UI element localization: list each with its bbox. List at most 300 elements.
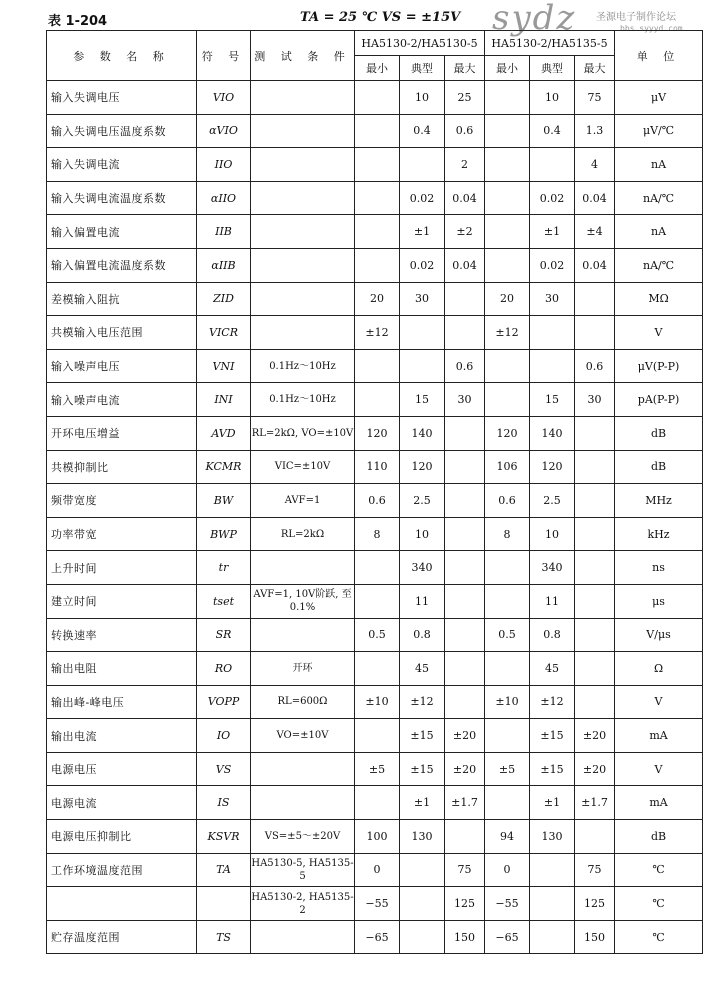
- param-name: 输入偏置电流温度系数: [47, 248, 197, 282]
- typ-ha5135-value: 0.4: [530, 114, 575, 148]
- header-min: 最小: [485, 56, 530, 81]
- min-ha5130-value: [355, 584, 400, 618]
- table-row: [47, 652, 703, 686]
- max-ha5130-value: [445, 820, 485, 854]
- min-ha5130-value: 120: [355, 416, 400, 450]
- max-ha5135-value: 30: [575, 383, 615, 417]
- typ-ha5130-value: 0.4: [400, 114, 445, 148]
- typ-ha5130-value: ±15: [400, 719, 445, 753]
- max-ha5130-value: ±20: [445, 719, 485, 753]
- typ-ha5130-value: 11: [400, 584, 445, 618]
- unit: dB: [615, 416, 703, 450]
- symbol: [197, 887, 251, 921]
- max-ha5135-value: [575, 517, 615, 551]
- typ-ha5135-value: 11: [530, 584, 575, 618]
- max-ha5130-value: 125: [445, 887, 485, 921]
- symbol: αVIO: [197, 114, 251, 148]
- max-ha5130-value: [445, 685, 485, 719]
- max-ha5130-value: [445, 282, 485, 316]
- max-ha5135-value: 75: [575, 81, 615, 115]
- table-row: [47, 584, 703, 618]
- max-ha5130-value: [445, 551, 485, 585]
- typ-ha5130-value: 45: [400, 652, 445, 686]
- table-row: [47, 719, 703, 753]
- test-condition: 0.1Hz～10Hz: [251, 383, 355, 417]
- min-ha5135-value: [485, 786, 530, 820]
- unit: dB: [615, 820, 703, 854]
- typ-ha5135-value: 45: [530, 652, 575, 686]
- typ-ha5130-value: [400, 853, 445, 887]
- unit: μV: [615, 81, 703, 115]
- max-ha5135-value: [575, 282, 615, 316]
- test-condition: RL=2kΩ, VO=±10V: [251, 416, 355, 450]
- param-name: 转换速率: [47, 618, 197, 652]
- watermark-logo: sydz: [492, 0, 577, 38]
- unit: V/μs: [615, 618, 703, 652]
- table-row: [47, 517, 703, 551]
- max-ha5135-value: 4: [575, 148, 615, 182]
- min-ha5130-value: [355, 248, 400, 282]
- header-group-ha5130: HA5130-2/HA5130-5: [355, 31, 485, 56]
- min-ha5135-value: [485, 114, 530, 148]
- min-ha5130-value: −55: [355, 887, 400, 921]
- min-ha5130-value: 0.5: [355, 618, 400, 652]
- param-name: 贮存温度范围: [47, 920, 197, 954]
- min-ha5135-value: 0: [485, 853, 530, 887]
- min-ha5130-value: 8: [355, 517, 400, 551]
- unit: MHz: [615, 484, 703, 518]
- table-row: [47, 383, 703, 417]
- table-row: [47, 551, 703, 585]
- min-ha5130-value: [355, 383, 400, 417]
- typ-ha5135-value: [530, 853, 575, 887]
- min-ha5135-value: 20: [485, 282, 530, 316]
- test-condition: [251, 786, 355, 820]
- param-name: [47, 887, 197, 921]
- max-ha5130-value: ±2: [445, 215, 485, 249]
- unit: nA: [615, 148, 703, 182]
- typ-ha5130-value: [400, 316, 445, 350]
- min-ha5135-value: ±10: [485, 685, 530, 719]
- param-name: 建立时间: [47, 584, 197, 618]
- table-row: [47, 81, 703, 115]
- min-ha5130-value: 100: [355, 820, 400, 854]
- symbol: TS: [197, 920, 251, 954]
- max-ha5135-value: [575, 416, 615, 450]
- header-typ: 典型: [400, 56, 445, 81]
- typ-ha5135-value: 15: [530, 383, 575, 417]
- header-symbol: 符 号: [197, 31, 251, 81]
- typ-ha5130-value: 10: [400, 81, 445, 115]
- min-ha5135-value: [485, 719, 530, 753]
- unit: kHz: [615, 517, 703, 551]
- param-name: 输入偏置电流: [47, 215, 197, 249]
- unit: μs: [615, 584, 703, 618]
- max-ha5135-value: 0.04: [575, 248, 615, 282]
- param-name: 输入噪声电压: [47, 349, 197, 383]
- typ-ha5135-value: [530, 887, 575, 921]
- test-condition: [251, 316, 355, 350]
- unit: ns: [615, 551, 703, 585]
- max-ha5130-value: 25: [445, 81, 485, 115]
- symbol: IIO: [197, 148, 251, 182]
- min-ha5135-value: 106: [485, 450, 530, 484]
- max-ha5135-value: [575, 685, 615, 719]
- max-ha5135-value: ±4: [575, 215, 615, 249]
- symbol: IO: [197, 719, 251, 753]
- typ-ha5135-value: [530, 920, 575, 954]
- typ-ha5130-value: 130: [400, 820, 445, 854]
- table-row: [47, 181, 703, 215]
- max-ha5135-value: 0.04: [575, 181, 615, 215]
- param-name: 输出电阻: [47, 652, 197, 686]
- param-name: 输入噪声电流: [47, 383, 197, 417]
- typ-ha5130-value: ±1: [400, 215, 445, 249]
- symbol: RO: [197, 652, 251, 686]
- table-row: [47, 316, 703, 350]
- test-condition: [251, 920, 355, 954]
- unit: ℃: [615, 920, 703, 954]
- max-ha5130-value: [445, 484, 485, 518]
- param-name: 差模输入阻抗: [47, 282, 197, 316]
- unit: nA: [615, 215, 703, 249]
- typ-ha5130-value: ±12: [400, 685, 445, 719]
- table-row: [47, 484, 703, 518]
- param-name: 输入失调电流: [47, 148, 197, 182]
- typ-ha5135-value: 140: [530, 416, 575, 450]
- typ-ha5130-value: 0.02: [400, 181, 445, 215]
- typ-ha5130-value: 0.8: [400, 618, 445, 652]
- min-ha5135-value: ±12: [485, 316, 530, 350]
- unit: pA(P-P): [615, 383, 703, 417]
- min-ha5135-value: [485, 551, 530, 585]
- min-ha5130-value: 20: [355, 282, 400, 316]
- watermark-url: bbs.syyyd.com: [620, 24, 683, 33]
- unit: nA/℃: [615, 181, 703, 215]
- max-ha5135-value: 0.6: [575, 349, 615, 383]
- min-ha5130-value: [355, 786, 400, 820]
- min-ha5130-value: ±10: [355, 685, 400, 719]
- max-ha5130-value: 0.6: [445, 349, 485, 383]
- table-body: [47, 81, 703, 954]
- max-ha5135-value: [575, 450, 615, 484]
- min-ha5130-value: [355, 81, 400, 115]
- table-number: 表 1-204: [48, 14, 108, 29]
- typ-ha5135-value: 0.02: [530, 248, 575, 282]
- typ-ha5135-value: 30: [530, 282, 575, 316]
- max-ha5130-value: ±1.7: [445, 786, 485, 820]
- typ-ha5130-value: ±1: [400, 786, 445, 820]
- table-row: [47, 920, 703, 954]
- unit: V: [615, 685, 703, 719]
- param-name: 电源电压: [47, 752, 197, 786]
- table-row: [47, 349, 703, 383]
- min-ha5130-value: ±5: [355, 752, 400, 786]
- max-ha5130-value: 150: [445, 920, 485, 954]
- table-row: [47, 685, 703, 719]
- symbol: KSVR: [197, 820, 251, 854]
- typ-ha5135-value: ±1: [530, 215, 575, 249]
- min-ha5130-value: [355, 551, 400, 585]
- param-name: 共模抑制比: [47, 450, 197, 484]
- typ-ha5130-value: [400, 148, 445, 182]
- table-row: [47, 114, 703, 148]
- min-ha5130-value: 110: [355, 450, 400, 484]
- test-condition: AVF=1, 10V阶跃, 至0.1%: [251, 584, 355, 618]
- test-condition: 0.1Hz～10Hz: [251, 349, 355, 383]
- table-row: [47, 215, 703, 249]
- max-ha5130-value: [445, 584, 485, 618]
- typ-ha5135-value: 130: [530, 820, 575, 854]
- test-condition: [251, 282, 355, 316]
- max-ha5135-value: ±1.7: [575, 786, 615, 820]
- typ-ha5135-value: 2.5: [530, 484, 575, 518]
- test-conditions-heading: TA = 25 ℃ VS = ±15V: [300, 10, 461, 25]
- table-row: [47, 282, 703, 316]
- table-row: [47, 752, 703, 786]
- max-ha5135-value: [575, 584, 615, 618]
- unit: μV(P-P): [615, 349, 703, 383]
- symbol: VOPP: [197, 685, 251, 719]
- table-row: [47, 887, 703, 921]
- min-ha5135-value: [485, 181, 530, 215]
- table-row: [47, 820, 703, 854]
- min-ha5135-value: 0.5: [485, 618, 530, 652]
- min-ha5135-value: [485, 584, 530, 618]
- unit: MΩ: [615, 282, 703, 316]
- symbol: VIO: [197, 81, 251, 115]
- header-min: 最小: [355, 56, 400, 81]
- typ-ha5135-value: 0.02: [530, 181, 575, 215]
- typ-ha5130-value: 30: [400, 282, 445, 316]
- min-ha5135-value: 120: [485, 416, 530, 450]
- symbol: AVD: [197, 416, 251, 450]
- min-ha5130-value: [355, 652, 400, 686]
- unit: nA/℃: [615, 248, 703, 282]
- symbol: αIIB: [197, 248, 251, 282]
- typ-ha5135-value: 10: [530, 81, 575, 115]
- unit: mA: [615, 786, 703, 820]
- min-ha5130-value: ±12: [355, 316, 400, 350]
- table-row: [47, 416, 703, 450]
- min-ha5130-value: 0: [355, 853, 400, 887]
- max-ha5130-value: 30: [445, 383, 485, 417]
- symbol: IIB: [197, 215, 251, 249]
- unit: μV/℃: [615, 114, 703, 148]
- symbol: IS: [197, 786, 251, 820]
- min-ha5135-value: ±5: [485, 752, 530, 786]
- max-ha5135-value: [575, 652, 615, 686]
- table-row: [47, 450, 703, 484]
- min-ha5135-value: −55: [485, 887, 530, 921]
- param-name: 上升时间: [47, 551, 197, 585]
- param-name: 工作环境温度范围: [47, 853, 197, 887]
- max-ha5135-value: [575, 820, 615, 854]
- min-ha5135-value: 8: [485, 517, 530, 551]
- test-condition: RL=600Ω: [251, 685, 355, 719]
- typ-ha5135-value: [530, 349, 575, 383]
- symbol: SR: [197, 618, 251, 652]
- typ-ha5135-value: ±12: [530, 685, 575, 719]
- table-header: [47, 31, 703, 81]
- typ-ha5130-value: 120: [400, 450, 445, 484]
- min-ha5135-value: [485, 148, 530, 182]
- test-condition: HA5130-2, HA5135-2: [251, 887, 355, 921]
- symbol: VNI: [197, 349, 251, 383]
- param-name: 输入失调电压温度系数: [47, 114, 197, 148]
- typ-ha5135-value: ±1: [530, 786, 575, 820]
- max-ha5130-value: ±20: [445, 752, 485, 786]
- max-ha5130-value: 0.04: [445, 181, 485, 215]
- typ-ha5135-value: [530, 316, 575, 350]
- test-condition: [251, 181, 355, 215]
- symbol: ZID: [197, 282, 251, 316]
- typ-ha5130-value: 15: [400, 383, 445, 417]
- symbol: BWP: [197, 517, 251, 551]
- max-ha5130-value: 2: [445, 148, 485, 182]
- max-ha5130-value: [445, 416, 485, 450]
- test-condition: VO=±10V: [251, 719, 355, 753]
- param-name: 输入失调电流温度系数: [47, 181, 197, 215]
- table-row: [47, 248, 703, 282]
- test-condition: [251, 551, 355, 585]
- typ-ha5135-value: 0.8: [530, 618, 575, 652]
- typ-ha5135-value: 10: [530, 517, 575, 551]
- test-condition: VS=±5～±20V: [251, 820, 355, 854]
- typ-ha5135-value: 340: [530, 551, 575, 585]
- min-ha5130-value: [355, 114, 400, 148]
- param-name: 功率带宽: [47, 517, 197, 551]
- test-condition: [251, 752, 355, 786]
- unit: V: [615, 316, 703, 350]
- min-ha5130-value: [355, 719, 400, 753]
- max-ha5135-value: 125: [575, 887, 615, 921]
- symbol: tr: [197, 551, 251, 585]
- max-ha5130-value: [445, 450, 485, 484]
- typ-ha5130-value: 140: [400, 416, 445, 450]
- symbol: VS: [197, 752, 251, 786]
- min-ha5135-value: 94: [485, 820, 530, 854]
- max-ha5130-value: [445, 618, 485, 652]
- max-ha5135-value: ±20: [575, 719, 615, 753]
- param-name: 电源电流: [47, 786, 197, 820]
- min-ha5135-value: [485, 81, 530, 115]
- unit: dB: [615, 450, 703, 484]
- max-ha5135-value: [575, 316, 615, 350]
- param-name: 电源电压抑制比: [47, 820, 197, 854]
- test-condition: RL=2kΩ: [251, 517, 355, 551]
- max-ha5130-value: 0.04: [445, 248, 485, 282]
- max-ha5130-value: 75: [445, 853, 485, 887]
- max-ha5135-value: 75: [575, 853, 615, 887]
- param-name: 输出电流: [47, 719, 197, 753]
- typ-ha5130-value: 340: [400, 551, 445, 585]
- header-test-conditions: 测 试 条 件: [251, 31, 355, 81]
- max-ha5130-value: [445, 652, 485, 686]
- symbol: INI: [197, 383, 251, 417]
- typ-ha5135-value: 120: [530, 450, 575, 484]
- max-ha5135-value: [575, 618, 615, 652]
- min-ha5130-value: [355, 349, 400, 383]
- max-ha5130-value: [445, 517, 485, 551]
- param-name: 输出峰-峰电压: [47, 685, 197, 719]
- test-condition: [251, 618, 355, 652]
- typ-ha5135-value: ±15: [530, 719, 575, 753]
- typ-ha5130-value: [400, 349, 445, 383]
- min-ha5135-value: 0.6: [485, 484, 530, 518]
- header-unit: 单 位: [615, 31, 703, 81]
- header-param: 参 数 名 称: [47, 31, 197, 81]
- symbol: TA: [197, 853, 251, 887]
- max-ha5135-value: 150: [575, 920, 615, 954]
- test-condition: 开环: [251, 652, 355, 686]
- max-ha5135-value: [575, 551, 615, 585]
- min-ha5135-value: [485, 215, 530, 249]
- symbol: VICR: [197, 316, 251, 350]
- typ-ha5130-value: [400, 887, 445, 921]
- table-row: [47, 786, 703, 820]
- typ-ha5135-value: ±15: [530, 752, 575, 786]
- param-name: 共模输入电压范围: [47, 316, 197, 350]
- test-condition: [251, 248, 355, 282]
- max-ha5135-value: ±20: [575, 752, 615, 786]
- table-row: [47, 853, 703, 887]
- table-row: [47, 148, 703, 182]
- unit: ℃: [615, 887, 703, 921]
- min-ha5135-value: [485, 349, 530, 383]
- test-condition: [251, 215, 355, 249]
- table-row: [47, 618, 703, 652]
- typ-ha5130-value: ±15: [400, 752, 445, 786]
- min-ha5135-value: [485, 383, 530, 417]
- header-typ: 典型: [530, 56, 575, 81]
- test-condition: [251, 81, 355, 115]
- header-group-ha5135: HA5130-2/HA5135-5: [485, 31, 615, 56]
- unit: ℃: [615, 853, 703, 887]
- param-name: 输入失调电压: [47, 81, 197, 115]
- max-ha5135-value: 1.3: [575, 114, 615, 148]
- header-max: 最大: [445, 56, 485, 81]
- typ-ha5130-value: 2.5: [400, 484, 445, 518]
- test-condition: [251, 114, 355, 148]
- test-condition: [251, 148, 355, 182]
- header-max: 最大: [575, 56, 615, 81]
- param-name: 开环电压增益: [47, 416, 197, 450]
- spec-table: [46, 30, 703, 954]
- symbol: KCMR: [197, 450, 251, 484]
- unit: V: [615, 752, 703, 786]
- unit: mA: [615, 719, 703, 753]
- test-condition: VIC=±10V: [251, 450, 355, 484]
- max-ha5135-value: [575, 484, 615, 518]
- min-ha5135-value: −65: [485, 920, 530, 954]
- min-ha5130-value: [355, 181, 400, 215]
- min-ha5135-value: [485, 248, 530, 282]
- min-ha5130-value: −65: [355, 920, 400, 954]
- watermark-site-name: 圣源电子制作论坛: [596, 12, 676, 23]
- typ-ha5130-value: [400, 920, 445, 954]
- min-ha5130-value: 0.6: [355, 484, 400, 518]
- test-condition: AVF=1: [251, 484, 355, 518]
- max-ha5130-value: 0.6: [445, 114, 485, 148]
- max-ha5130-value: [445, 316, 485, 350]
- min-ha5130-value: [355, 215, 400, 249]
- typ-ha5135-value: [530, 148, 575, 182]
- unit: Ω: [615, 652, 703, 686]
- symbol: BW: [197, 484, 251, 518]
- param-name: 频带宽度: [47, 484, 197, 518]
- typ-ha5130-value: 0.02: [400, 248, 445, 282]
